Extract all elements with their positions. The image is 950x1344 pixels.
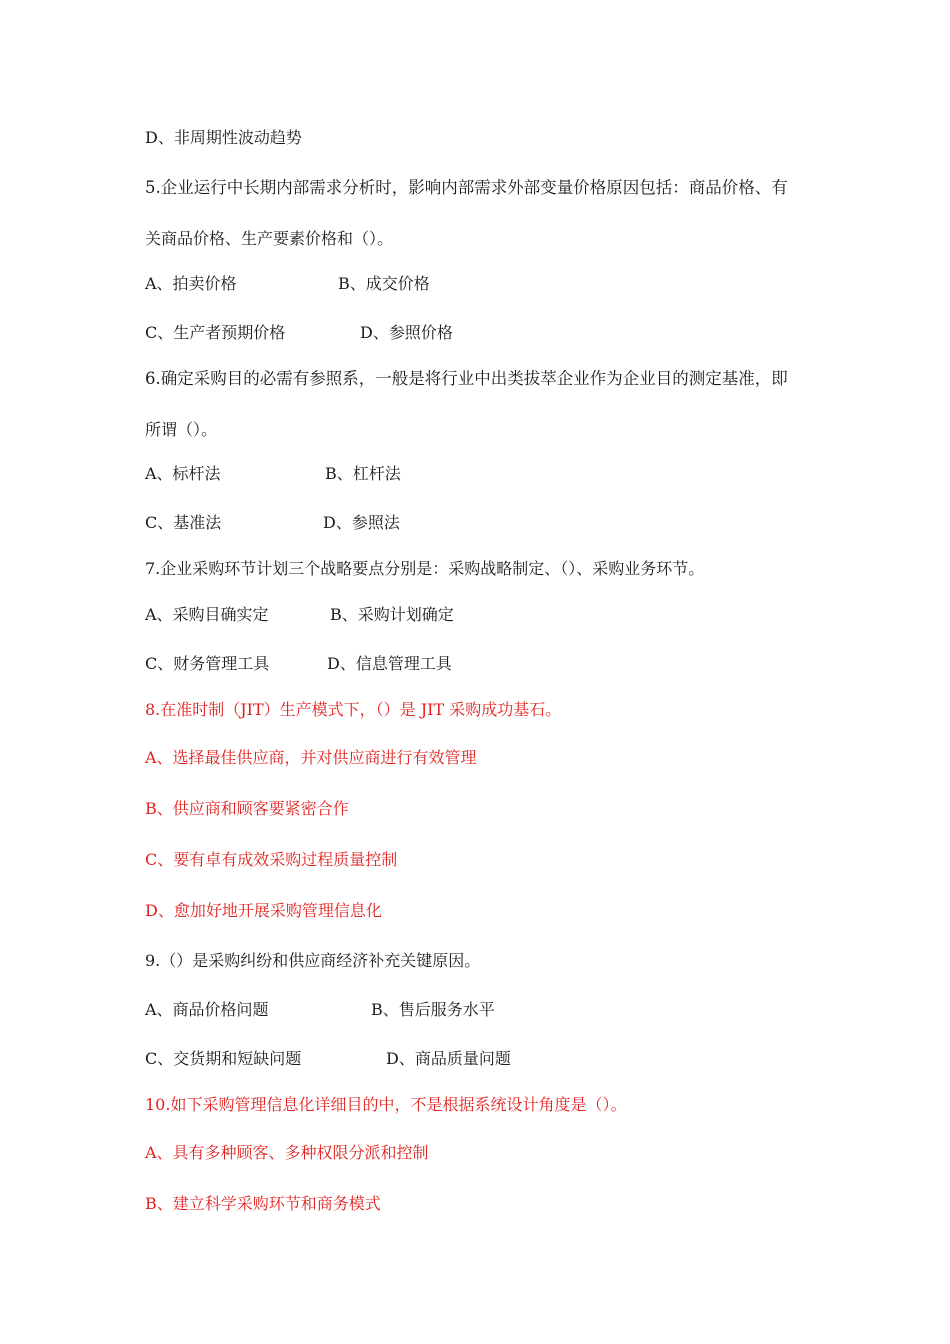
question-5-option-a: A、拍卖价格 (145, 274, 237, 293)
question-6-option-a: A、标杆法 (145, 464, 221, 483)
question-5-option-b: B、成交价格 (338, 274, 430, 293)
question-5-line-1: 5.企业运行中长期内部需求分析时，影响内部需求外部变量价格原因包括：商品价格、有 (145, 178, 788, 197)
question-9-option-d: D、商品质量问题 (386, 1049, 511, 1068)
question-5-option-d: D、参照价格 (360, 323, 453, 342)
question-8: 8.在准时制（JIT）生产模式下，（）是 JIT 采购成功基石。 (145, 700, 562, 719)
question-7-option-a: A、采购目确实定 (145, 605, 269, 624)
question-8-option-c: C、要有卓有成效采购过程质量控制 (145, 850, 398, 869)
question-7-option-c: C、财务管理工具 (145, 654, 270, 673)
question-8-option-b: B、供应商和顾客要紧密合作 (145, 799, 349, 818)
question-7-option-d: D、信息管理工具 (327, 654, 452, 673)
question-9-option-a: A、商品价格问题 (145, 1000, 269, 1019)
question-9: 9.（）是采购纠纷和供应商经济补充关键原因。 (145, 951, 481, 970)
question-10-option-b: B、建立科学采购环节和商务模式 (145, 1194, 381, 1213)
question-7-option-b: B、采购计划确定 (330, 605, 454, 624)
question-7: 7.企业采购环节计划三个战略要点分别是：采购战略制定、（）、采购业务环节。 (145, 559, 705, 578)
question-6-line-1: 6.确定采购目的必需有参照系，一般是将行业中出类拔萃企业作为企业目的测定基准，即 (145, 369, 788, 388)
question-5-line-2: 关商品价格、生产要素价格和（）。 (145, 229, 394, 248)
question-9-option-b: B、售后服务水平 (371, 1000, 495, 1019)
question-6-option-b: B、杠杆法 (325, 464, 401, 483)
question-6-line-2: 所谓（）。 (145, 420, 218, 439)
question-9-option-c: C、交货期和短缺问题 (145, 1049, 302, 1068)
option-d-previous: D、非周期性波动趋势 (145, 128, 302, 147)
question-8-option-a: A、选择最佳供应商，并对供应商进行有效管理 (145, 748, 477, 767)
question-5-option-c: C、生产者预期价格 (145, 323, 286, 342)
question-6-option-d: D、参照法 (323, 513, 400, 532)
question-6-option-c: C、基准法 (145, 513, 222, 532)
question-10-option-a: A、具有多种顾客、多种权限分派和控制 (145, 1143, 429, 1162)
question-8-option-d: D、愈加好地开展采购管理信息化 (145, 901, 382, 920)
question-10: 10.如下采购管理信息化详细目的中，不是根据系统设计角度是（）。 (145, 1095, 627, 1114)
